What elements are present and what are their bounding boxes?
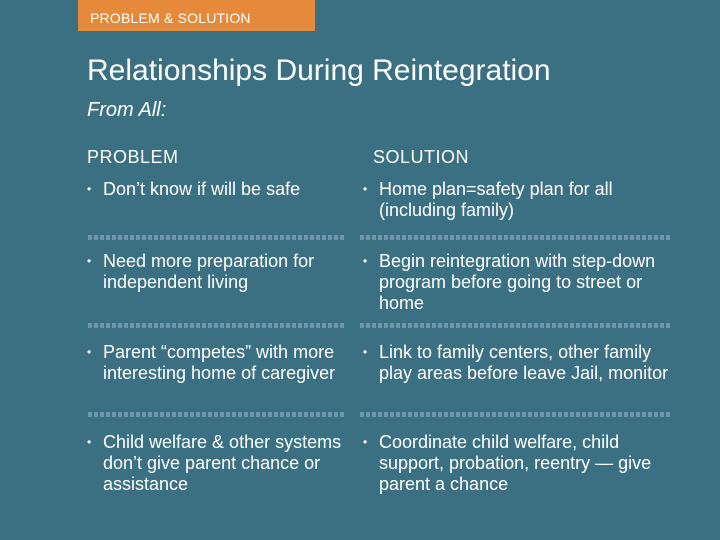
problem-item [87, 432, 342, 495]
bullet-icon: • [87, 254, 92, 268]
solution-item [363, 251, 683, 314]
row-divider [360, 235, 672, 240]
row-divider [360, 323, 672, 328]
problem-text: Need more preparation for independent living [103, 251, 315, 292]
bullet-icon: • [363, 182, 368, 196]
problem-text: Parent “competes” with more interesting home of caregiver [103, 342, 336, 383]
bullet-icon: • [87, 345, 92, 359]
bullet-icon: • [363, 435, 368, 449]
solution-column-heading: SOLUTION [373, 147, 470, 167]
row-divider [360, 412, 672, 417]
bullet-icon: • [87, 182, 92, 196]
problem-text: Don’t know if will be safe [103, 179, 301, 199]
solution-text: Home plan=safety plan for all (including family) [379, 179, 613, 220]
bullet-icon: • [87, 435, 92, 449]
problem-text: Child welfare & other systems don’t give parent chance or assistance [103, 432, 342, 494]
solution-item [363, 432, 683, 495]
problem-item [87, 342, 342, 384]
solution-item [363, 342, 683, 384]
row-divider [88, 323, 346, 328]
solution-text: Coordinate child welfare, child support, probation, reentry — give parent a chance [379, 432, 652, 494]
problem-item [87, 251, 342, 293]
bullet-icon: • [363, 345, 368, 359]
bullet-icon: • [363, 254, 368, 268]
section-tab: PROBLEM & SOLUTION [78, 0, 315, 31]
row-divider [88, 412, 346, 417]
slide-subtitle: From All: [87, 99, 167, 121]
solution-text: Begin reintegration with step-down program before going to street or home [379, 251, 656, 313]
solution-text: Link to family centers, other family play areas before leave Jail, monitor [379, 342, 669, 383]
problem-item [87, 179, 342, 200]
slide-title: Relationships During Reintegration [87, 54, 551, 87]
row-divider [88, 235, 346, 240]
solution-item [363, 179, 683, 221]
problem-column-heading: PROBLEM [87, 147, 179, 167]
